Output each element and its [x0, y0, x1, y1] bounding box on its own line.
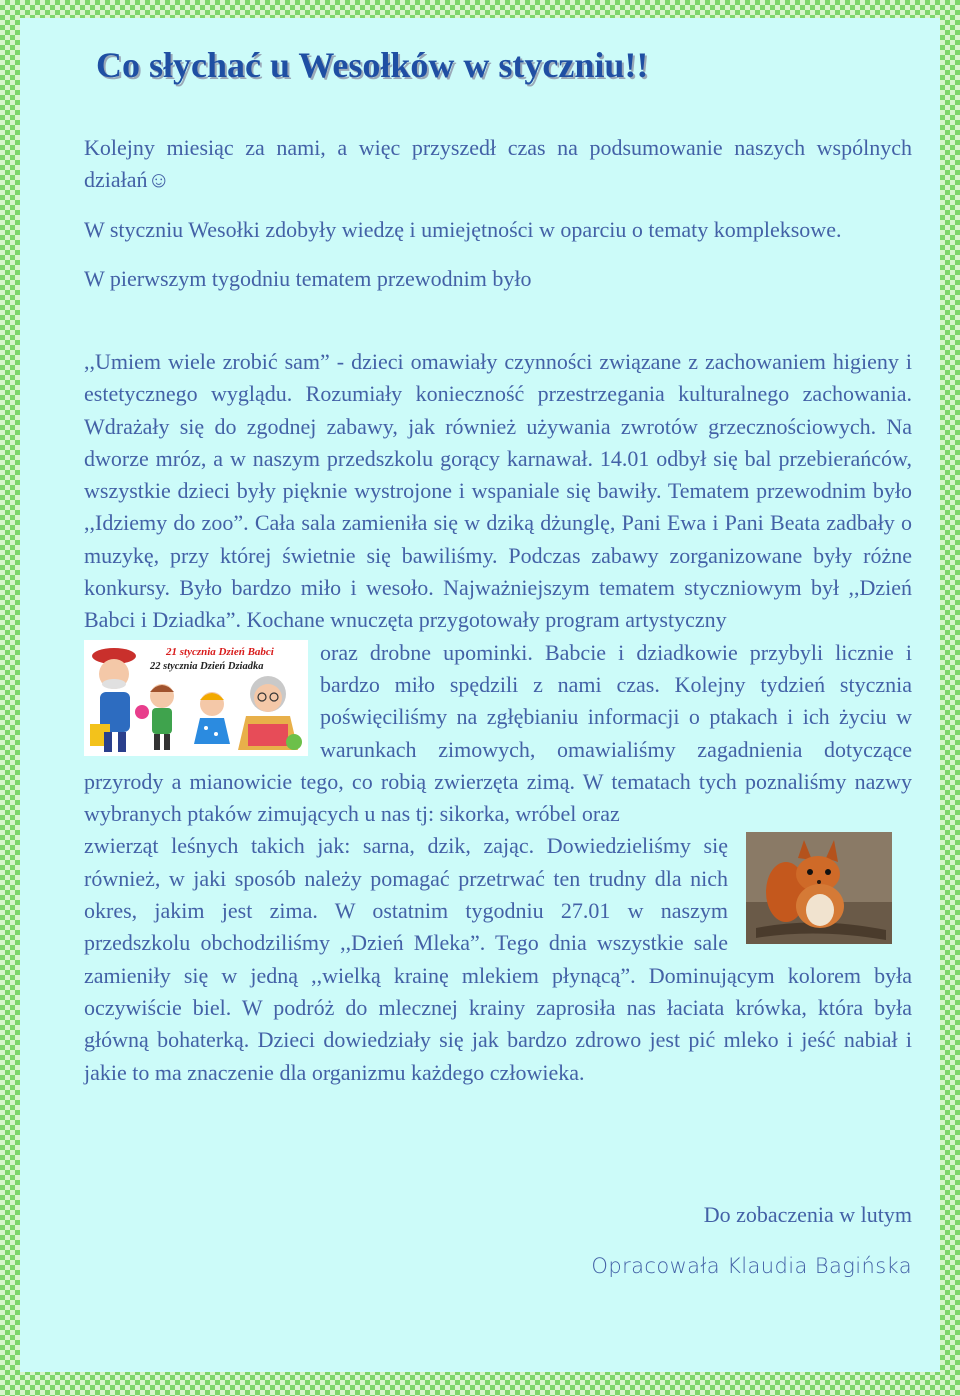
paragraph-intro: Kolejny miesiąc za nami, a więc przyszedł czas na podsumowanie naszych wspólnych działań☺ — [84, 135, 912, 193]
closing-line: Do zobaczenia w lutym — [703, 1202, 912, 1227]
main-text-part1: ,,Umiem wiele zrobić sam” - dzieci omawiały czynności związane z zachowaniem higieny i estetycznego wyglądu. Rozumiały konieczność przestrzegania kulturalnego zachowania. Wdrażały się do zgodnej zabawy, jak również używania zwrotów grzecznościowych. Na dworze mróz, a w naszym przedszkolu gorący karnawał. 14.01 odbył się bal przebierańców, wszystkie dzieci były pięknie wystrojone i wspaniale się bawiły. Tematem przewodnim było ,,Idziemy do zoo”. Cała sala zamieniła się w dziką dżunglę, Pani Ewa i Pani Beata zadbały o muzykę, przy której świetnie się bawiliśmy. Podczas zabawy zorganizowane były różne konkursy. Było bardzo miło i wesoło. Najważniejszym tematem styczniowym był ,,Dzień Babci i Dziadka”. Kochane wnuczęta przygotowały program artystyczny — [84, 349, 912, 633]
main-text-part3: zwierząt leśnych takich jak: sarna, dzik, zając. Dowiedzieliśmy się również, w jaki sposób należy pomagać przetrwać ten trudny dla nich okres, jakim jest zima. W ostatnim tygodniu 27.01 w naszym przedszkolu obchodziliśmy ,,Dzień Mleka”. Tego dnia wszystkie sale zamieniły się w jedną ,,wielką krainę mlekiem płynącą”. Dominującym kolorem była oczywiście biel. W podróż do mlecznej krainy zaprosiła nas łaciata krówka, która była główną bohaterką. Dzieci dowiedziały się jak bardzo zdrowo jest pić mleko i jeść nabiał i jakie to ma znaczenie dla organizmu każdego człowieka. — [84, 833, 912, 1085]
main-text — [84, 346, 912, 1089]
grandparents-caption-line1: 21 stycznia Dzień Babci — [166, 645, 274, 658]
paragraph-topics: W styczniu Wesołki zdobyły wiedzę i umiejętności w oparciu o tematy kompleksowe. — [84, 216, 842, 242]
author-signature: Opracowała Klaudia Bagińska — [591, 1254, 912, 1278]
page-title: Co słychać u Wesołków w styczniu!! — [96, 45, 649, 85]
intro-text — [84, 132, 912, 295]
paragraph-week1-lead: W pierwszym tygodniu tematem przewodnim było — [84, 265, 532, 291]
grandparents-caption-line2: 22 stycznia Dzień Dziadka — [150, 660, 264, 672]
grandparents-day-image — [84, 640, 308, 756]
squirrel-photo — [746, 832, 892, 944]
main-text-part2: oraz drobne upominki. Babcie i dziadkowie przybyli licznie i bardzo miło spędzili z nami czas. Kolejny tydzień stycznia poświęciliśmy na zgłębianiu informacji o ptakach i ich życiu w warunkach zimowych, omawialiśmy zagadnienia dotyczące przyrody a mianowicie tego, co robią zwierzęta zimą. W tematach tych poznaliśmy nazwy wybranych ptaków zimujących u nas tj: sikorka, wróbel oraz — [84, 639, 912, 827]
